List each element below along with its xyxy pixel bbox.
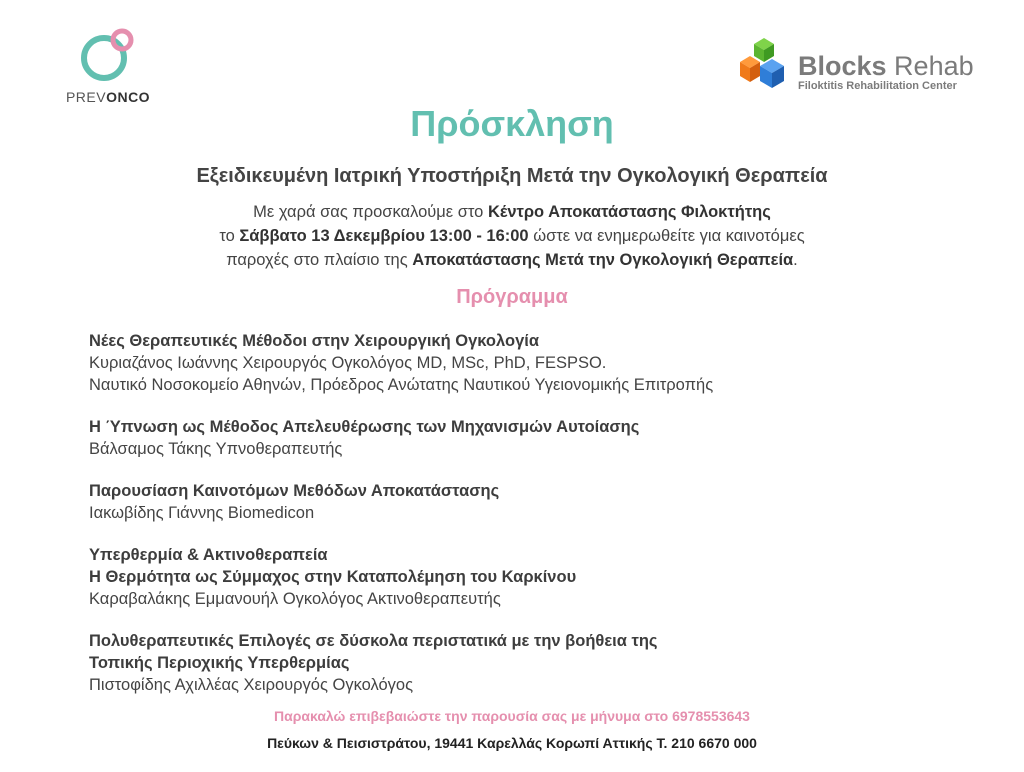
blocks-rehab-wordmark: Blocks Rehab	[798, 51, 974, 81]
program-item-speaker: Κυριαζάνος Ιωάννης Χειρουργός Ογκολόγος MD, MSc, PhD, FESPSO.	[89, 354, 607, 372]
prevonco-logo	[58, 26, 158, 108]
program-item-speaker: Πιστοφίδης Αχιλλέας Χειρουργός Ογκολόγος	[89, 676, 414, 694]
invitation-title: Πρόσκληση	[410, 103, 614, 144]
program-item-title: Υπερθερμία & Ακτινοθεραπεία	[89, 546, 328, 564]
intro-line-3: παροχές στο πλαίσιο της Αποκατάστασης Μετά την Ογκολογική Θεραπεία.	[226, 251, 798, 269]
prevonco-rings-icon	[78, 26, 138, 86]
program-item-title: Η Ύπνωση ως Μέθοδος Απελευθέρωσης των Μηχανισμών Αυτοίασης	[89, 418, 640, 436]
blocks-rehab-subtitle: Filoktitis Rehabilitation Center	[798, 80, 957, 92]
blocks-cubes-icon	[738, 36, 794, 94]
rsvp-note: Παρακαλώ επιβεβαιώστε την παρουσία σας με μήνυμα στο 6978553643	[274, 708, 750, 724]
program-item	[89, 480, 989, 524]
program-item-title: Πολυθεραπευτικές Επιλογές σε δύσκολα περιστατικά με την βοήθεια της	[89, 632, 658, 650]
program-list	[89, 330, 989, 716]
program-item-speaker: Βάλσαμος Τάκης Υπνοθεραπευτής	[89, 440, 343, 458]
program-title: Πρόγραμμα	[456, 286, 568, 308]
intro-line-2: το Σάββατο 13 Δεκεμβρίου 13:00 - 16:00 ώστε να ενημερωθείτε για καινοτόμες	[219, 227, 805, 245]
blocks-rehab-logo	[738, 36, 1008, 96]
program-item-speaker: Ναυτικό Νοσοκομείο Αθηνών, Πρόεδρος Ανώτατης Ναυτικού Υγειονομικής Επιτροπής	[89, 376, 714, 394]
program-item-title: Νέες Θεραπευτικές Μέθοδοι στην Χειρουργική Ογκολογία	[89, 332, 539, 350]
program-item-speaker: Καραβαλάκης Εμμανουήλ Ογκολόγος Ακτινοθεραπευτής	[89, 590, 501, 608]
program-item	[89, 330, 989, 396]
program-item-speaker: Ιακωβίδης Γιάννης Biomedicon	[89, 504, 315, 522]
program-item	[89, 416, 989, 460]
program-item-title: Η Θερμότητα ως Σύμμαχος στην Καταπολέμηση του Καρκίνου	[89, 568, 577, 586]
prevonco-wordmark: PREVONCO	[65, 89, 151, 105]
program-item	[89, 630, 989, 696]
program-item-title: Παρουσίαση Καινοτόμων Μεθόδων Αποκατάστασης	[89, 482, 500, 500]
intro-line-1: Με χαρά σας προσκαλούμε στο Κέντρο Αποκατάστασης Φιλοκτήτης	[253, 203, 771, 221]
address-line: Πεύκων & Πεισιστράτου, 19441 Καρελλάς Κορωπί Αττικής Τ. 210 6670 000	[267, 735, 757, 751]
program-item-title: Τοπικής Περιοχικής Υπερθερμίας	[89, 654, 350, 672]
program-item	[89, 544, 989, 610]
invitation-subtitle: Εξειδικευμένη Ιατρική Υποστήριξη Μετά την Ογκολογική Θεραπεία	[196, 165, 828, 187]
intro-paragraph	[0, 200, 1024, 272]
